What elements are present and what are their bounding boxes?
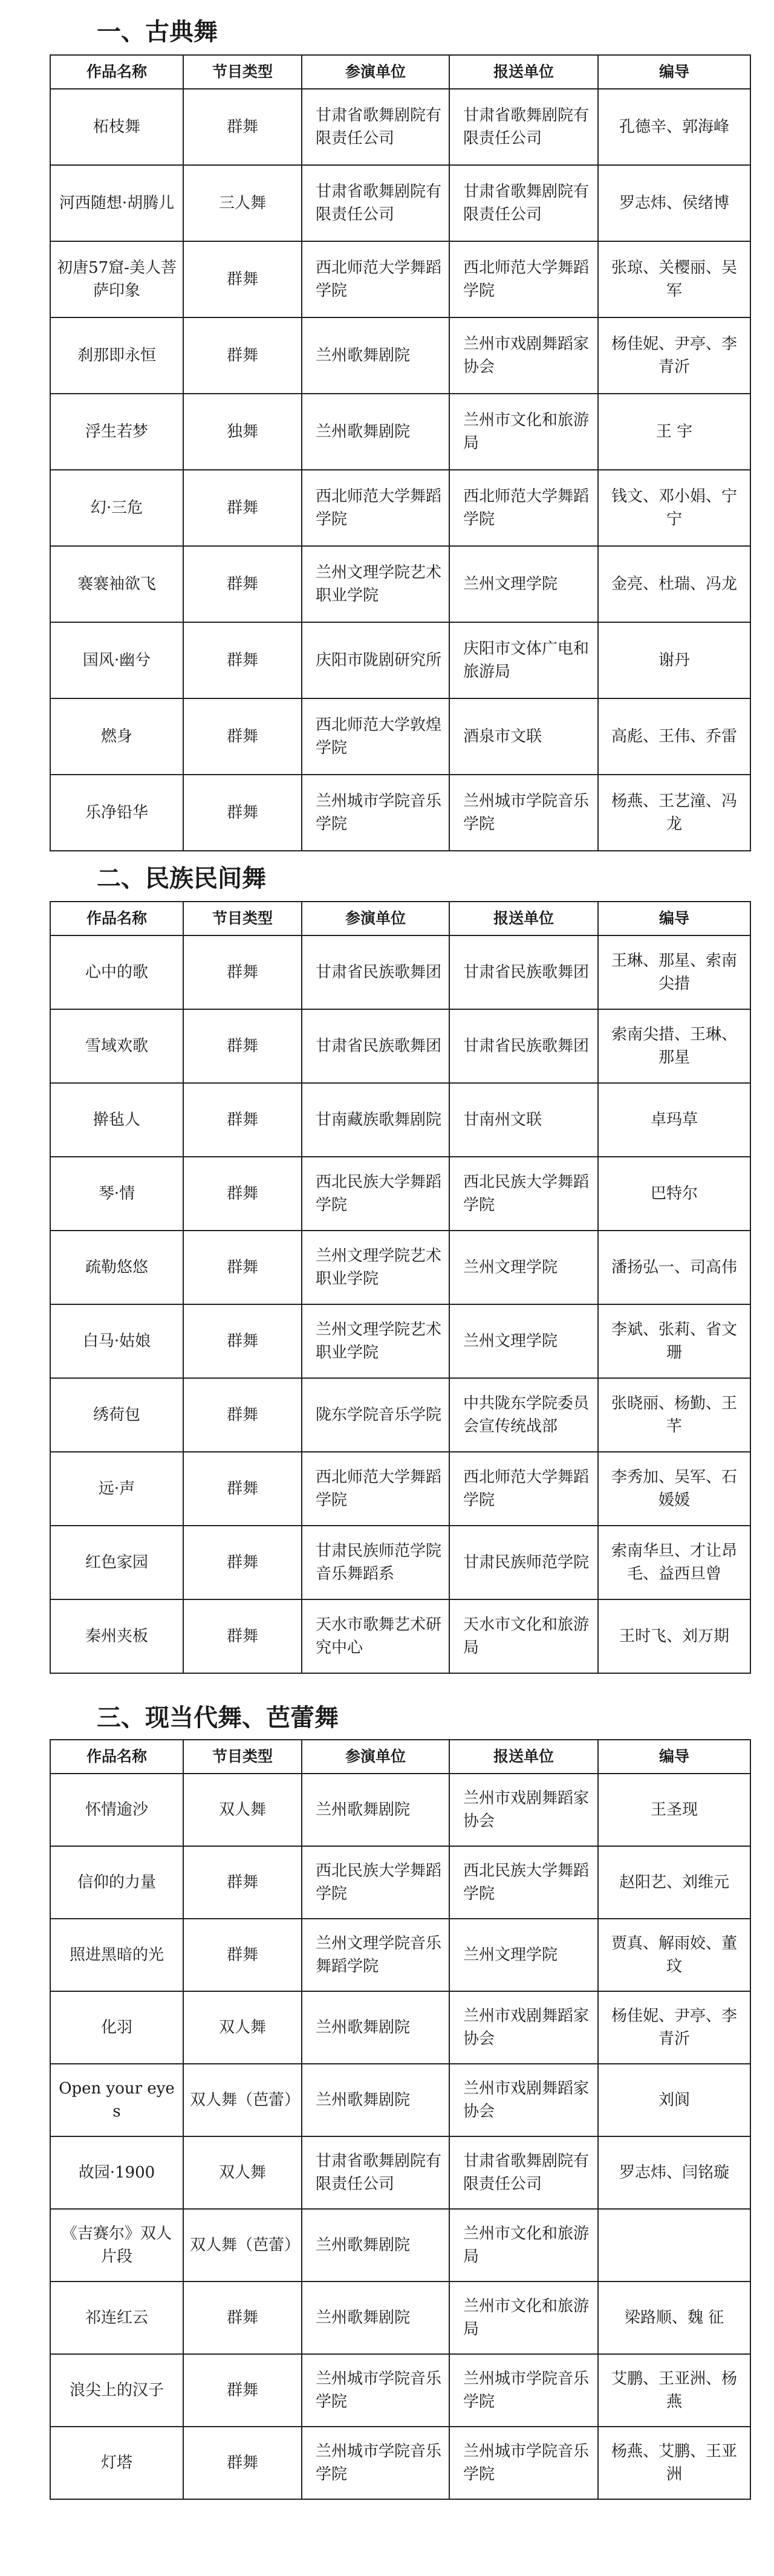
col-header-title: 作品名称 bbox=[50, 1740, 183, 1774]
cell-choreographer: 杨佳妮、尹亭、李青沂 bbox=[598, 1991, 750, 2064]
cell-submitter: 兰州文理学院 bbox=[449, 1231, 598, 1304]
cell-title: 擀毡人 bbox=[50, 1083, 183, 1157]
cell-title: 远·声 bbox=[50, 1452, 183, 1526]
cell-type: 群舞 bbox=[183, 470, 302, 546]
table-row bbox=[50, 1378, 750, 1452]
cell-type: 群舞 bbox=[183, 1599, 302, 1673]
table-row bbox=[50, 935, 750, 1009]
cell-submitter: 兰州城市学院音乐学院 bbox=[449, 2427, 598, 2499]
col-header-performer: 参演单位 bbox=[302, 902, 449, 935]
cell-title: 白马·姑娘 bbox=[50, 1304, 183, 1378]
cell-submitter: 甘肃省民族歌舞团 bbox=[449, 935, 598, 1009]
cell-performer: 庆阳市陇剧研究所 bbox=[302, 622, 449, 698]
cell-choreographer: 杨燕、艾鹏、王亚洲 bbox=[598, 2427, 750, 2499]
cell-type: 双人舞（芭蕾） bbox=[183, 2209, 302, 2282]
cell-title: 绣荷包 bbox=[50, 1378, 183, 1452]
cell-title: 照进黑暗的光 bbox=[50, 1919, 183, 1991]
cell-title: 国风·幽兮 bbox=[50, 622, 183, 698]
table-row bbox=[50, 394, 750, 470]
cell-submitter: 甘肃民族师范学院 bbox=[449, 1526, 598, 1599]
table-row bbox=[50, 1083, 750, 1157]
cell-performer: 兰州歌舞剧院 bbox=[302, 1774, 449, 1846]
cell-choreographer: 钱文、邓小娟、宁宁 bbox=[598, 470, 750, 546]
cell-performer: 甘肃民族师范学院音乐舞蹈系 bbox=[302, 1526, 449, 1599]
cell-type: 群舞 bbox=[183, 1452, 302, 1526]
cell-choreographer: 刘阆 bbox=[598, 2064, 750, 2136]
cell-choreographer: 王 宇 bbox=[598, 394, 750, 470]
cell-submitter: 甘肃省歌舞剧院有限责任公司 bbox=[449, 165, 598, 241]
cell-performer: 西北民族大学舞蹈学院 bbox=[302, 1157, 449, 1231]
cell-title: 灯塔 bbox=[50, 2427, 183, 2499]
table-row bbox=[50, 1157, 750, 1231]
cell-submitter: 兰州市戏剧舞蹈家协会 bbox=[449, 317, 598, 394]
cell-submitter: 甘肃省歌舞剧院有限责任公司 bbox=[449, 89, 598, 165]
cell-choreographer: 艾鹏、王亚洲、杨燕 bbox=[598, 2354, 750, 2427]
table-row bbox=[50, 1774, 750, 1846]
cell-choreographer: 潘扬弘一、司高伟 bbox=[598, 1231, 750, 1304]
cell-performer: 兰州文理学院音乐舞蹈学院 bbox=[302, 1919, 449, 1991]
cell-title: 初唐57窟-美人菩萨印象 bbox=[50, 241, 183, 317]
cell-submitter: 兰州市文化和旅游局 bbox=[449, 394, 598, 470]
col-header-submitter: 报送单位 bbox=[449, 1740, 598, 1774]
cell-choreographer: 张琼、关樱丽、吴军 bbox=[598, 241, 750, 317]
cell-type: 群舞 bbox=[183, 1526, 302, 1599]
cell-type: 群舞 bbox=[183, 2282, 302, 2354]
cell-submitter: 兰州文理学院 bbox=[449, 546, 598, 622]
cell-title: 祁连红云 bbox=[50, 2282, 183, 2354]
cell-choreographer: 赵阳艺、刘维元 bbox=[598, 1846, 750, 1919]
cell-performer: 甘肃省歌舞剧院有限责任公司 bbox=[302, 89, 449, 165]
cell-choreographer: 李斌、张莉、省文珊 bbox=[598, 1304, 750, 1378]
table-row bbox=[50, 2136, 750, 2209]
table-row bbox=[50, 1231, 750, 1304]
cell-title: Open your eyes bbox=[50, 2064, 183, 2136]
cell-submitter: 甘肃省民族歌舞团 bbox=[449, 1009, 598, 1083]
cell-title: 秦州夹板 bbox=[50, 1599, 183, 1673]
cell-type: 双人舞 bbox=[183, 1991, 302, 2064]
cell-type: 群舞 bbox=[183, 935, 302, 1009]
col-header-type: 节目类型 bbox=[183, 1740, 302, 1774]
table-row bbox=[50, 2354, 750, 2427]
col-header-type: 节目类型 bbox=[183, 902, 302, 935]
cell-performer: 西北民族大学舞蹈学院 bbox=[302, 1846, 449, 1919]
table-row bbox=[50, 2064, 750, 2136]
cell-performer: 甘肃省民族歌舞团 bbox=[302, 1009, 449, 1083]
cell-performer: 陇东学院音乐学院 bbox=[302, 1378, 449, 1452]
cell-submitter: 西北师范大学舞蹈学院 bbox=[449, 1452, 598, 1526]
cell-performer: 兰州文理学院艺术职业学院 bbox=[302, 1231, 449, 1304]
cell-performer: 兰州城市学院音乐学院 bbox=[302, 2427, 449, 2499]
cell-choreographer: 罗志炜、闫铭璇 bbox=[598, 2136, 750, 2209]
cell-performer: 西北师范大学舞蹈学院 bbox=[302, 470, 449, 546]
cell-type: 群舞 bbox=[183, 89, 302, 165]
table-row bbox=[50, 622, 750, 698]
cell-submitter: 西北民族大学舞蹈学院 bbox=[449, 1157, 598, 1231]
cell-choreographer: 杨佳妮、尹亭、李青沂 bbox=[598, 317, 750, 394]
cell-choreographer: 李秀加、吴军、石媛媛 bbox=[598, 1452, 750, 1526]
cell-type: 群舞 bbox=[183, 622, 302, 698]
table-header-row bbox=[50, 902, 750, 935]
col-header-title: 作品名称 bbox=[50, 902, 183, 935]
table-row bbox=[50, 1304, 750, 1378]
cell-performer: 西北师范大学舞蹈学院 bbox=[302, 241, 449, 317]
table-header-row bbox=[50, 1740, 750, 1774]
table-row bbox=[50, 1526, 750, 1599]
cell-submitter: 兰州城市学院音乐学院 bbox=[449, 775, 598, 851]
cell-title: 故园·1900 bbox=[50, 2136, 183, 2209]
cell-choreographer: 高彪、王伟、乔雷 bbox=[598, 698, 750, 775]
cell-title: 怀情逾沙 bbox=[50, 1774, 183, 1846]
program-table bbox=[50, 54, 751, 851]
cell-choreographer bbox=[598, 2209, 750, 2282]
cell-submitter: 甘南州文联 bbox=[449, 1083, 598, 1157]
table-row bbox=[50, 1009, 750, 1083]
cell-choreographer: 王琳、那星、索南尖措 bbox=[598, 935, 750, 1009]
cell-submitter: 兰州市戏剧舞蹈家协会 bbox=[449, 2064, 598, 2136]
cell-type: 群舞 bbox=[183, 241, 302, 317]
col-header-choreographer: 编导 bbox=[598, 902, 750, 935]
cell-choreographer: 罗志炜、侯绪博 bbox=[598, 165, 750, 241]
col-header-performer: 参演单位 bbox=[302, 55, 449, 89]
table-row bbox=[50, 2427, 750, 2499]
cell-title: 褰褰袖欲飞 bbox=[50, 546, 183, 622]
cell-submitter: 兰州城市学院音乐学院 bbox=[449, 2354, 598, 2427]
col-header-submitter: 报送单位 bbox=[449, 55, 598, 89]
cell-submitter: 天水市文化和旅游局 bbox=[449, 1599, 598, 1673]
cell-type: 双人舞（芭蕾） bbox=[183, 2064, 302, 2136]
cell-type: 群舞 bbox=[183, 775, 302, 851]
cell-choreographer: 王时飞、刘万期 bbox=[598, 1599, 750, 1673]
cell-title: 柘枝舞 bbox=[50, 89, 183, 165]
cell-title: 燃身 bbox=[50, 698, 183, 775]
table-row bbox=[50, 2209, 750, 2282]
cell-title: 浪尖上的汉子 bbox=[50, 2354, 183, 2427]
cell-type: 双人舞 bbox=[183, 2136, 302, 2209]
cell-title: 雪域欢歌 bbox=[50, 1009, 183, 1083]
cell-choreographer: 索南华旦、才让昂毛、益西旦曾 bbox=[598, 1526, 750, 1599]
cell-submitter: 兰州文理学院 bbox=[449, 1304, 598, 1378]
cell-type: 群舞 bbox=[183, 1304, 302, 1378]
cell-choreographer: 孔德辛、郭海峰 bbox=[598, 89, 750, 165]
cell-title: 疏勒悠悠 bbox=[50, 1231, 183, 1304]
cell-choreographer: 索南尖措、王琳、那星 bbox=[598, 1009, 750, 1083]
section-title: 一、古典舞 bbox=[97, 18, 218, 46]
cell-choreographer: 金亮、杜瑞、冯龙 bbox=[598, 546, 750, 622]
table-row bbox=[50, 1452, 750, 1526]
cell-title: 信仰的力量 bbox=[50, 1846, 183, 1919]
cell-submitter: 西北师范大学舞蹈学院 bbox=[449, 470, 598, 546]
cell-submitter: 兰州文理学院 bbox=[449, 1919, 598, 1991]
cell-performer: 兰州歌舞剧院 bbox=[302, 2209, 449, 2282]
cell-performer: 兰州歌舞剧院 bbox=[302, 2064, 449, 2136]
section-title: 二、民族民间舞 bbox=[97, 865, 266, 893]
cell-choreographer: 谢丹 bbox=[598, 622, 750, 698]
cell-submitter: 中共陇东学院委员会宣传统战部 bbox=[449, 1378, 598, 1452]
cell-submitter: 酒泉市文联 bbox=[449, 698, 598, 775]
section-title: 三、现当代舞、芭蕾舞 bbox=[97, 1704, 339, 1732]
cell-submitter: 西北民族大学舞蹈学院 bbox=[449, 1846, 598, 1919]
cell-type: 独舞 bbox=[183, 394, 302, 470]
cell-performer: 兰州城市学院音乐学院 bbox=[302, 775, 449, 851]
cell-choreographer: 王圣现 bbox=[598, 1774, 750, 1846]
cell-type: 群舞 bbox=[183, 1231, 302, 1304]
cell-title: 浮生若梦 bbox=[50, 394, 183, 470]
cell-choreographer: 杨燕、王艺潼、冯龙 bbox=[598, 775, 750, 851]
table-row bbox=[50, 470, 750, 546]
cell-performer: 兰州文理学院艺术职业学院 bbox=[302, 546, 449, 622]
cell-submitter: 甘肃省歌舞剧院有限责任公司 bbox=[449, 2136, 598, 2209]
cell-performer: 西北师范大学舞蹈学院 bbox=[302, 1452, 449, 1526]
program-table bbox=[50, 901, 751, 1674]
col-header-choreographer: 编导 bbox=[598, 55, 750, 89]
cell-type: 三人舞 bbox=[183, 165, 302, 241]
cell-submitter: 兰州市文化和旅游局 bbox=[449, 2209, 598, 2282]
cell-performer: 甘肃省民族歌舞团 bbox=[302, 935, 449, 1009]
cell-performer: 兰州歌舞剧院 bbox=[302, 394, 449, 470]
cell-type: 群舞 bbox=[183, 2354, 302, 2427]
program-table bbox=[50, 1739, 751, 2500]
cell-title: 乐净铅华 bbox=[50, 775, 183, 851]
cell-performer: 甘肃省歌舞剧院有限责任公司 bbox=[302, 2136, 449, 2209]
table-row bbox=[50, 165, 750, 241]
cell-performer: 甘南藏族歌舞剧院 bbox=[302, 1083, 449, 1157]
cell-choreographer: 贾真、解雨姣、董玟 bbox=[598, 1919, 750, 1991]
cell-submitter: 兰州市戏剧舞蹈家协会 bbox=[449, 1991, 598, 2064]
cell-type: 群舞 bbox=[183, 1919, 302, 1991]
cell-performer: 甘肃省歌舞剧院有限责任公司 bbox=[302, 165, 449, 241]
cell-title: 刹那即永恒 bbox=[50, 317, 183, 394]
cell-type: 群舞 bbox=[183, 1009, 302, 1083]
table-row bbox=[50, 1846, 750, 1919]
cell-performer: 兰州歌舞剧院 bbox=[302, 1991, 449, 2064]
table-row bbox=[50, 241, 750, 317]
cell-performer: 兰州文理学院艺术职业学院 bbox=[302, 1304, 449, 1378]
cell-title: 《吉赛尔》双人片段 bbox=[50, 2209, 183, 2282]
cell-title: 红色家园 bbox=[50, 1526, 183, 1599]
cell-choreographer: 卓玛草 bbox=[598, 1083, 750, 1157]
cell-performer: 兰州城市学院音乐学院 bbox=[302, 2354, 449, 2427]
table-row bbox=[50, 2282, 750, 2354]
col-header-choreographer: 编导 bbox=[598, 1740, 750, 1774]
table-row bbox=[50, 1599, 750, 1673]
cell-performer: 天水市歌舞艺术研究中心 bbox=[302, 1599, 449, 1673]
cell-submitter: 庆阳市文体广电和旅游局 bbox=[449, 622, 598, 698]
cell-title: 琴·情 bbox=[50, 1157, 183, 1231]
table-row bbox=[50, 317, 750, 394]
table-row bbox=[50, 89, 750, 165]
cell-type: 群舞 bbox=[183, 2427, 302, 2499]
cell-choreographer: 张晓丽、杨勤、王芊 bbox=[598, 1378, 750, 1452]
cell-type: 群舞 bbox=[183, 1378, 302, 1452]
cell-title: 河西随想·胡腾儿 bbox=[50, 165, 183, 241]
col-header-type: 节目类型 bbox=[183, 55, 302, 89]
cell-type: 群舞 bbox=[183, 1083, 302, 1157]
cell-submitter: 西北师范大学舞蹈学院 bbox=[449, 241, 598, 317]
cell-submitter: 兰州市文化和旅游局 bbox=[449, 2282, 598, 2354]
cell-type: 群舞 bbox=[183, 1157, 302, 1231]
table-header-row bbox=[50, 55, 750, 89]
table-row bbox=[50, 775, 750, 851]
cell-type: 群舞 bbox=[183, 698, 302, 775]
cell-performer: 兰州歌舞剧院 bbox=[302, 317, 449, 394]
cell-submitter: 兰州市戏剧舞蹈家协会 bbox=[449, 1774, 598, 1846]
cell-type: 双人舞 bbox=[183, 1774, 302, 1846]
cell-type: 群舞 bbox=[183, 317, 302, 394]
cell-performer: 西北师范大学敦煌学院 bbox=[302, 698, 449, 775]
table-row bbox=[50, 546, 750, 622]
cell-title: 幻·三危 bbox=[50, 470, 183, 546]
cell-title: 化羽 bbox=[50, 1991, 183, 2064]
table-row bbox=[50, 1919, 750, 1991]
cell-performer: 兰州歌舞剧院 bbox=[302, 2282, 449, 2354]
cell-title: 心中的歌 bbox=[50, 935, 183, 1009]
cell-type: 群舞 bbox=[183, 546, 302, 622]
col-header-performer: 参演单位 bbox=[302, 1740, 449, 1774]
table-row bbox=[50, 1991, 750, 2064]
cell-type: 群舞 bbox=[183, 1846, 302, 1919]
table-row bbox=[50, 698, 750, 775]
col-header-submitter: 报送单位 bbox=[449, 902, 598, 935]
cell-choreographer: 梁路顺、魏 征 bbox=[598, 2282, 750, 2354]
col-header-title: 作品名称 bbox=[50, 55, 183, 89]
cell-choreographer: 巴特尔 bbox=[598, 1157, 750, 1231]
